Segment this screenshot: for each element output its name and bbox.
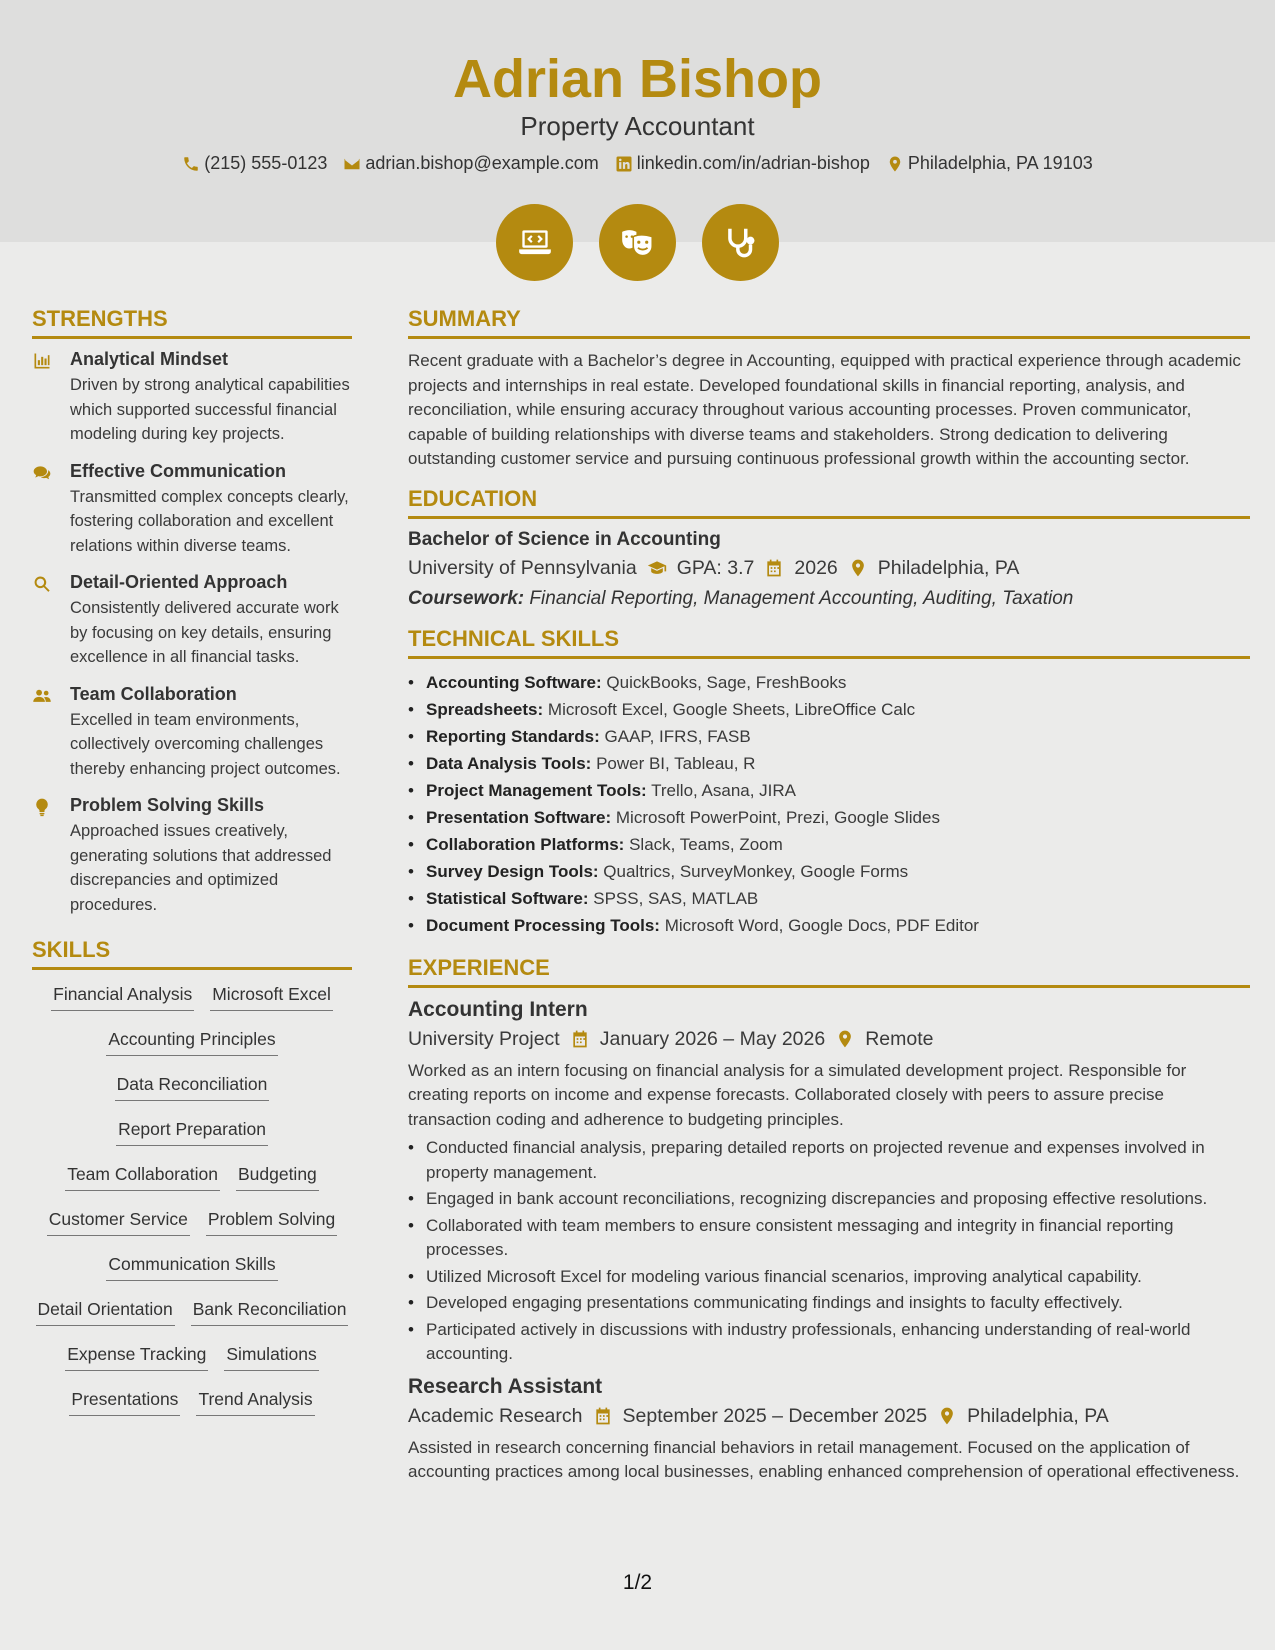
education-location: Philadelphia, PA — [877, 556, 1020, 579]
list-item — [408, 696, 1250, 723]
phone-text: (215) 555-0123 — [204, 153, 328, 173]
graduation-cap-icon — [647, 558, 667, 578]
skill-chip: Expense Tracking — [65, 1340, 208, 1371]
calendar-icon — [593, 1406, 613, 1426]
tech-value: SPSS, SAS, MATLAB — [593, 888, 759, 908]
job-bullets — [408, 1136, 1250, 1367]
contact-phone[interactable] — [182, 153, 327, 174]
strength-desc: Driven by strong analytical capabilities which supported successful financial modeling during key projects. — [70, 376, 350, 443]
education-year: 2026 — [794, 556, 838, 579]
experience-heading: EXPERIENCE — [408, 955, 1250, 988]
map-marker-icon — [835, 1029, 855, 1049]
page-number: 1/2 — [622, 1571, 653, 1594]
contact-linkedin[interactable] — [615, 153, 870, 174]
tech-value: Slack, Teams, Zoom — [629, 834, 783, 854]
skill-chip: Report Preparation — [116, 1115, 268, 1146]
strength-title: Problem Solving Skills — [70, 795, 265, 815]
tech-label: Spreadsheets: — [426, 699, 544, 719]
list-item — [408, 669, 1250, 696]
hobby-stethoscope — [702, 204, 779, 281]
list-item — [408, 777, 1250, 804]
right-column — [408, 306, 1250, 1485]
skill-chip: Financial Analysis — [51, 980, 194, 1011]
job-meta — [408, 1405, 1250, 1428]
job-org: Academic Research — [408, 1404, 583, 1427]
technical-skills-list — [408, 669, 1250, 939]
job-org: University Project — [408, 1027, 560, 1050]
coursework-label: Coursework: — [408, 587, 525, 609]
calendar-icon — [570, 1029, 590, 1049]
job-description: Worked as an intern focusing on financial analysis for a simulated development project. Responsible for creating reports on income and expense forecasts. Collaborated closely with peers to assure precise transaction coding and adherence to budgeting principles. — [408, 1060, 1187, 1129]
strength-title: Analytical Mindset — [70, 349, 229, 369]
list-item — [408, 831, 1250, 858]
job-title: Accounting Intern — [408, 997, 588, 1021]
job-location: Philadelphia, PA — [967, 1404, 1109, 1427]
skill-chip: Team Collaboration — [65, 1160, 220, 1191]
strength-title: Effective Communication — [70, 460, 287, 481]
job-meta — [408, 1028, 1250, 1051]
education-gpa: GPA: 3.7 — [676, 556, 755, 579]
linkedin-icon — [615, 155, 633, 173]
job-description: Assisted in research concerning financial behaviors in retail management. Focused on the application of accounting practices among local businesses, enabling enhanced comprehension of operational effectiveness. — [408, 1437, 1240, 1481]
skill-chip: Presentations — [69, 1385, 180, 1416]
summary-heading: SUMMARY — [408, 306, 1250, 339]
tech-value: Microsoft PowerPoint, Prezi, Google Slides — [615, 807, 940, 827]
tech-label: Statistical Software: — [426, 888, 589, 908]
candidate-role: Property Accountant — [520, 111, 755, 141]
linkedin-text: linkedin.com/in/adrian-bishop — [636, 153, 870, 173]
chart-bar-icon — [32, 351, 52, 371]
strength-desc: Excelled in team environments, collectively overcoming challenges thereby enhancing project outcomes. — [70, 710, 341, 778]
theater-masks-icon — [619, 224, 657, 262]
education-degree: Bachelor of Science in Accounting — [408, 528, 721, 550]
stethoscope-icon — [722, 224, 760, 262]
tech-value: Microsoft Word, Google Docs, PDF Editor — [664, 915, 979, 935]
lightbulb-icon — [32, 797, 52, 817]
tech-label: Accounting Software: — [426, 672, 602, 692]
comments-icon — [32, 463, 52, 483]
strength-desc: Transmitted complex concepts clearly, fostering collaboration and excellent relations within diverse teams. — [70, 487, 349, 555]
list-item: • Engaged in bank account reconciliations, recognizing discrepancies and proposing effective resolutions. — [408, 1187, 1250, 1212]
list-item: • Collaborated with team members to ensure consistent messaging and integrity in financial reporting processes. — [408, 1214, 1250, 1263]
tech-value: Microsoft Excel, Google Sheets, LibreOffice Calc — [547, 699, 916, 719]
coursework — [408, 588, 1250, 610]
skill-chip: Microsoft Excel — [210, 980, 333, 1011]
hobby-icons — [0, 204, 1275, 281]
search-icon — [32, 574, 52, 594]
phone-icon — [182, 155, 200, 173]
list-item — [408, 723, 1250, 750]
list-item: • Conducted financial analysis, preparing detailed reports on projected revenue and expenses involved in property management. — [408, 1136, 1250, 1185]
education-heading: EDUCATION — [408, 486, 1250, 519]
strength-desc: Approached issues creatively, generating solutions that addressed discrepancies and optimized procedures. — [70, 822, 332, 914]
email-icon — [343, 155, 361, 173]
technical-skills-heading: TECHNICAL SKILLS — [408, 626, 1250, 659]
map-marker-icon — [886, 155, 904, 173]
skill-chip: Trend Analysis — [196, 1385, 314, 1416]
tech-value: QuickBooks, Sage, FreshBooks — [606, 672, 847, 692]
job-title: Research Assistant — [408, 1374, 603, 1398]
contact-email[interactable] — [343, 153, 598, 174]
strengths-heading: STRENGTHS — [32, 306, 352, 339]
calendar-icon — [764, 558, 784, 578]
list-item — [408, 804, 1250, 831]
tech-value: GAAP, IFRS, FASB — [604, 726, 751, 746]
contact-location — [886, 153, 1093, 174]
summary-text: Recent graduate with a Bachelor’s degree in Accounting, equipped with practical experience through academic projects and internships in real estate. Developed foundational skills in financial reporting, analysis, and reconciliation, while ensuring accuracy throughout various accounting processes. Proven communicator, capable of building relationships with diverse teams and stakeholders. Strong dedication to delivering outstanding customer service and pursuing continuous professional growth within the accounting sector. — [408, 351, 1241, 468]
skill-chip: Data Reconciliation — [115, 1070, 270, 1101]
strength-title: Team Collaboration — [70, 683, 237, 704]
skill-chip: Problem Solving — [206, 1205, 337, 1236]
skill-chip: Communication Skills — [106, 1250, 277, 1281]
job-dates: January 2026 – May 2026 — [599, 1027, 826, 1050]
list-item: • Developed engaging presentations communicating findings and insights to faculty effectively. — [408, 1291, 1250, 1316]
tech-value: Power BI, Tableau, R — [596, 753, 756, 773]
tech-label: Data Analysis Tools: — [426, 753, 592, 773]
laptop-code-icon — [516, 224, 554, 262]
coursework-list: Financial Reporting, Management Accounting, Auditing, Taxation — [529, 587, 1074, 609]
skill-chip: Accounting Principles — [106, 1025, 277, 1056]
skills-list — [32, 980, 352, 1430]
tech-label: Project Management Tools: — [426, 780, 647, 800]
skill-chip: Budgeting — [236, 1160, 319, 1191]
strength-item — [32, 461, 352, 559]
list-item — [408, 858, 1250, 885]
location-text: Philadelphia, PA 19103 — [907, 153, 1093, 173]
email-text: adrian.bishop@example.com — [365, 153, 599, 173]
strength-item — [32, 795, 352, 917]
contact-row — [0, 153, 1275, 174]
job-location: Remote — [865, 1027, 934, 1050]
candidate-name: Adrian Bishop — [452, 49, 822, 109]
skills-heading: SKILLS — [32, 937, 352, 970]
list-item — [408, 912, 1250, 939]
strength-desc: Consistently delivered accurate work by focusing on key details, ensuring excellence in all financial tasks. — [70, 599, 339, 666]
list-item — [408, 885, 1250, 912]
tech-label: Document Processing Tools: — [426, 915, 660, 935]
tech-value: Trello, Asana, JIRA — [651, 780, 797, 800]
hobby-laptop-code — [496, 204, 573, 281]
map-marker-icon — [937, 1406, 957, 1426]
users-icon — [32, 686, 52, 706]
skill-chip: Detail Orientation — [36, 1295, 175, 1326]
list-item — [408, 750, 1250, 777]
list-item: • Participated actively in discussions with industry professionals, enhancing understanding of real-world accounting. — [408, 1318, 1250, 1367]
job-dates: September 2025 – December 2025 — [622, 1404, 928, 1427]
tech-value: Qualtrics, SurveyMonkey, Google Forms — [603, 861, 909, 881]
hobby-theater-masks — [599, 204, 676, 281]
tech-label: Reporting Standards: — [426, 726, 600, 746]
strength-item — [32, 349, 352, 447]
education-meta — [408, 557, 1250, 580]
strength-item — [32, 572, 352, 670]
left-column — [32, 306, 352, 1430]
tech-label: Collaboration Platforms: — [426, 834, 625, 854]
list-item: • Utilized Microsoft Excel for modeling various financial scenarios, improving analytical capability. — [408, 1265, 1250, 1290]
tech-label: Survey Design Tools: — [426, 861, 599, 881]
skill-chip: Customer Service — [47, 1205, 190, 1236]
skill-chip: Simulations — [224, 1340, 318, 1371]
skill-chip: Bank Reconciliation — [191, 1295, 349, 1326]
strength-item — [32, 684, 352, 782]
education-school: University of Pennsylvania — [408, 556, 637, 579]
tech-label: Presentation Software: — [426, 807, 612, 827]
strength-title: Detail-Oriented Approach — [70, 572, 288, 592]
map-marker-icon — [848, 558, 868, 578]
